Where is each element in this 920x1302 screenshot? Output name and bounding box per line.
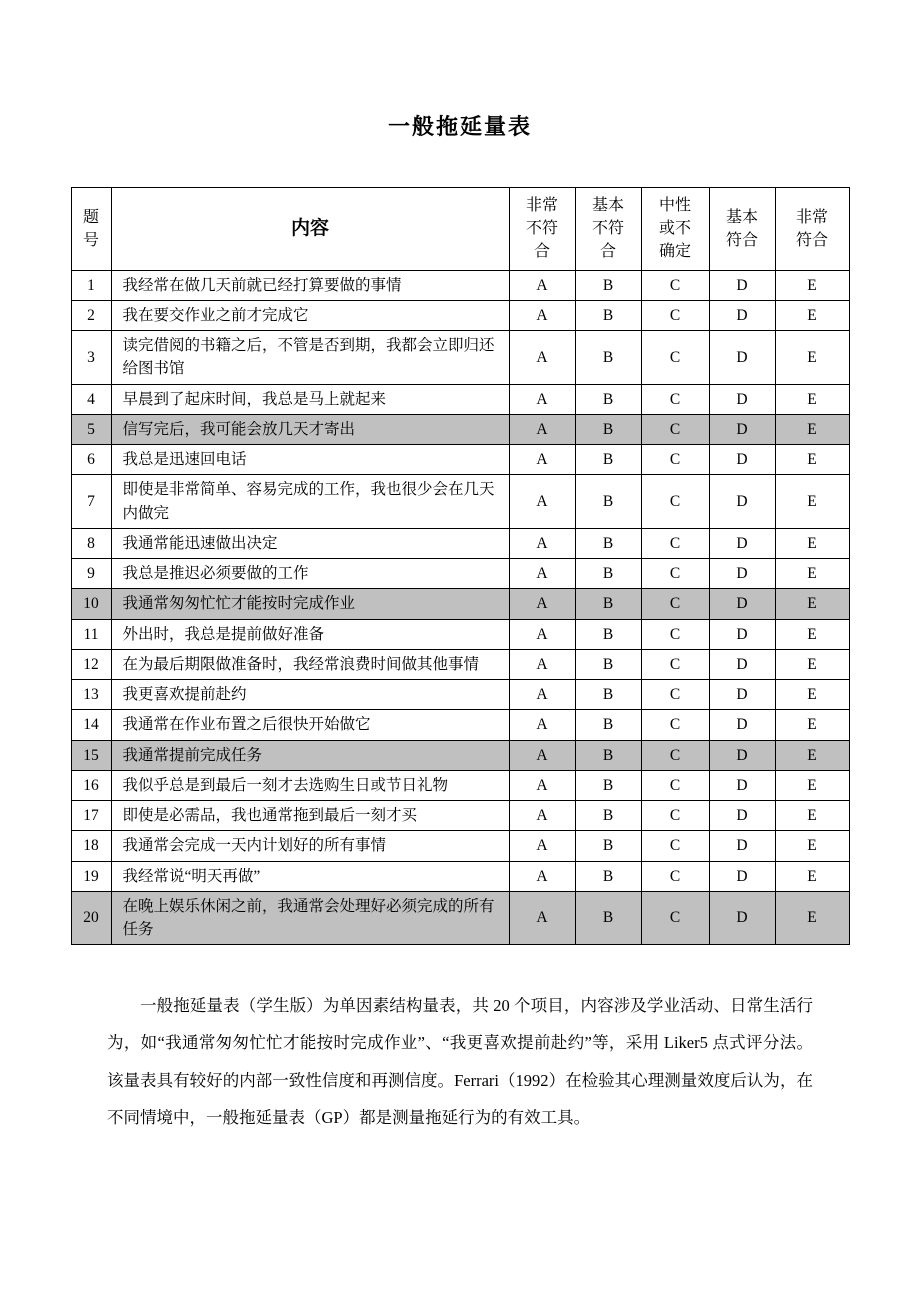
table-row	[71, 528, 849, 558]
item-text: 即使是非常简单、容易完成的工作，我也很少会在几天内做完	[111, 475, 509, 529]
table-row	[71, 270, 849, 300]
table-row	[71, 740, 849, 770]
option-cell: B	[575, 384, 641, 414]
item-text: 我经常在做几天前就已经打算要做的事情	[111, 270, 509, 300]
option-cell: C	[641, 445, 709, 475]
header-rating-strongly-disagree: 非常不符合	[509, 188, 575, 271]
option-cell: D	[709, 270, 775, 300]
option-cell: C	[641, 589, 709, 619]
description-paragraph: 一般拖延量表（学生版）为单因素结构量表，共 20 个项目，内容涉及学业活动、日常生活行为，如“我通常匆匆忙忙才能按时完成作业”、“我更喜欢提前赴约”等，采用 Liker5 点式评分法。该量表具有较好的内部一致性信度和再测信度。Ferrari（1992）在检验其心理测量效度后认为，在不同情境中，一般拖延量表（GP）都是测量拖延行为的有效工具。	[107, 996, 813, 1127]
option-cell: A	[509, 891, 575, 945]
option-cell: B	[575, 861, 641, 891]
option-cell: E	[775, 861, 849, 891]
option-cell: E	[775, 680, 849, 710]
option-cell: B	[575, 831, 641, 861]
option-cell: D	[709, 801, 775, 831]
option-cell: A	[509, 831, 575, 861]
item-number: 10	[71, 589, 111, 619]
item-text: 我似乎总是到最后一刻才去选购生日或节日礼物	[111, 770, 509, 800]
option-cell: B	[575, 710, 641, 740]
item-number: 3	[71, 331, 111, 385]
option-cell: B	[575, 649, 641, 679]
scale-table	[71, 187, 850, 945]
header-rating-neutral: 中性或不确定	[641, 188, 709, 271]
option-cell: E	[775, 801, 849, 831]
option-cell: A	[509, 300, 575, 330]
option-cell: E	[775, 740, 849, 770]
option-cell: B	[575, 619, 641, 649]
item-text: 我经常说“明天再做”	[111, 861, 509, 891]
item-text: 在为最后期限做准备时，我经常浪费时间做其他事情	[111, 649, 509, 679]
option-cell: B	[575, 445, 641, 475]
item-text: 即使是必需品，我也通常拖到最后一刻才买	[111, 801, 509, 831]
table-row	[71, 414, 849, 444]
option-cell: B	[575, 801, 641, 831]
option-cell: C	[641, 619, 709, 649]
item-text: 我通常在作业布置之后很快开始做它	[111, 710, 509, 740]
option-cell: E	[775, 619, 849, 649]
option-cell: D	[709, 445, 775, 475]
option-cell: D	[709, 649, 775, 679]
table-row	[71, 801, 849, 831]
option-cell: B	[575, 528, 641, 558]
option-cell: C	[641, 528, 709, 558]
option-cell: A	[509, 649, 575, 679]
option-cell: B	[575, 300, 641, 330]
option-cell: B	[575, 770, 641, 800]
option-cell: E	[775, 475, 849, 529]
option-cell: C	[641, 475, 709, 529]
option-cell: D	[709, 300, 775, 330]
item-number: 17	[71, 801, 111, 831]
table-row	[71, 861, 849, 891]
option-cell: E	[775, 445, 849, 475]
option-cell: B	[575, 559, 641, 589]
table-row	[71, 770, 849, 800]
option-cell: C	[641, 559, 709, 589]
option-cell: C	[641, 831, 709, 861]
option-cell: C	[641, 300, 709, 330]
table-row	[71, 300, 849, 330]
option-cell: C	[641, 331, 709, 385]
option-cell: D	[709, 680, 775, 710]
header-content: 内容	[111, 188, 509, 271]
option-cell: D	[709, 770, 775, 800]
item-text: 外出时，我总是提前做好准备	[111, 619, 509, 649]
item-text: 我总是推迟必须要做的工作	[111, 559, 509, 589]
table-header-row	[71, 188, 849, 271]
option-cell: E	[775, 831, 849, 861]
option-cell: D	[709, 891, 775, 945]
item-text: 我通常提前完成任务	[111, 740, 509, 770]
option-cell: D	[709, 331, 775, 385]
option-cell: D	[709, 861, 775, 891]
item-number: 12	[71, 649, 111, 679]
option-cell: D	[709, 831, 775, 861]
option-cell: B	[575, 270, 641, 300]
scale-table-body	[71, 270, 849, 945]
option-cell: A	[509, 445, 575, 475]
item-number: 19	[71, 861, 111, 891]
option-cell: A	[509, 680, 575, 710]
table-row	[71, 589, 849, 619]
option-cell: E	[775, 300, 849, 330]
header-rating-strongly-agree: 非常符合	[775, 188, 849, 271]
item-number: 4	[71, 384, 111, 414]
option-cell: A	[509, 414, 575, 444]
option-cell: C	[641, 740, 709, 770]
page-title: 一般拖延量表	[387, 114, 532, 139]
option-cell: A	[509, 861, 575, 891]
item-number: 5	[71, 414, 111, 444]
option-cell: E	[775, 559, 849, 589]
option-cell: E	[775, 770, 849, 800]
table-row	[71, 831, 849, 861]
item-text: 在晚上娱乐休闲之前，我通常会处理好必须完成的所有任务	[111, 891, 509, 945]
table-row	[71, 331, 849, 385]
item-text: 我在要交作业之前才完成它	[111, 300, 509, 330]
item-number: 6	[71, 445, 111, 475]
option-cell: E	[775, 649, 849, 679]
option-cell: D	[709, 414, 775, 444]
item-number: 7	[71, 475, 111, 529]
option-cell: C	[641, 861, 709, 891]
item-number: 8	[71, 528, 111, 558]
option-cell: E	[775, 384, 849, 414]
option-cell: C	[641, 649, 709, 679]
option-cell: C	[641, 270, 709, 300]
option-cell: A	[509, 770, 575, 800]
option-cell: E	[775, 331, 849, 385]
item-number: 9	[71, 559, 111, 589]
option-cell: C	[641, 680, 709, 710]
table-row	[71, 559, 849, 589]
option-cell: E	[775, 528, 849, 558]
option-cell: A	[509, 619, 575, 649]
option-cell: B	[575, 680, 641, 710]
table-row	[71, 710, 849, 740]
option-cell: B	[575, 589, 641, 619]
table-row	[71, 891, 849, 945]
option-cell: B	[575, 740, 641, 770]
option-cell: E	[775, 710, 849, 740]
option-cell: A	[509, 710, 575, 740]
option-cell: B	[575, 414, 641, 444]
header-rating-agree: 基本符合	[709, 188, 775, 271]
option-cell: E	[775, 414, 849, 444]
item-number: 2	[71, 300, 111, 330]
header-rating-disagree: 基本不符合	[575, 188, 641, 271]
option-cell: C	[641, 801, 709, 831]
item-text: 早晨到了起床时间，我总是马上就起来	[111, 384, 509, 414]
table-row	[71, 680, 849, 710]
table-row	[71, 475, 849, 529]
option-cell: C	[641, 710, 709, 740]
option-cell: A	[509, 801, 575, 831]
option-cell: D	[709, 589, 775, 619]
option-cell: D	[709, 740, 775, 770]
option-cell: D	[709, 619, 775, 649]
item-text: 我通常匆匆忙忙才能按时完成作业	[111, 589, 509, 619]
item-number: 20	[71, 891, 111, 945]
option-cell: D	[709, 475, 775, 529]
option-cell: D	[709, 384, 775, 414]
option-cell: A	[509, 740, 575, 770]
table-row	[71, 649, 849, 679]
option-cell: C	[641, 384, 709, 414]
option-cell: A	[509, 528, 575, 558]
item-text: 信写完后，我可能会放几天才寄出	[111, 414, 509, 444]
item-number: 1	[71, 270, 111, 300]
option-cell: E	[775, 589, 849, 619]
item-number: 15	[71, 740, 111, 770]
table-row	[71, 445, 849, 475]
option-cell: D	[709, 559, 775, 589]
item-number: 14	[71, 710, 111, 740]
item-text: 读完借阅的书籍之后，不管是否到期，我都会立即归还给图书馆	[111, 331, 509, 385]
option-cell: A	[509, 270, 575, 300]
option-cell: D	[709, 528, 775, 558]
option-cell: E	[775, 891, 849, 945]
option-cell: A	[509, 475, 575, 529]
table-row	[71, 619, 849, 649]
option-cell: C	[641, 414, 709, 444]
item-text: 我通常会完成一天内计划好的所有事情	[111, 831, 509, 861]
option-cell: C	[641, 770, 709, 800]
option-cell: E	[775, 270, 849, 300]
header-item-number: 题号	[71, 188, 111, 271]
option-cell: D	[709, 710, 775, 740]
option-cell: B	[575, 475, 641, 529]
item-number: 18	[71, 831, 111, 861]
item-text: 我通常能迅速做出决定	[111, 528, 509, 558]
option-cell: A	[509, 589, 575, 619]
item-number: 13	[71, 680, 111, 710]
option-cell: B	[575, 891, 641, 945]
option-cell: C	[641, 891, 709, 945]
item-text: 我更喜欢提前赴约	[111, 680, 509, 710]
item-number: 16	[71, 770, 111, 800]
option-cell: A	[509, 559, 575, 589]
item-text: 我总是迅速回电话	[111, 445, 509, 475]
option-cell: A	[509, 331, 575, 385]
option-cell: B	[575, 331, 641, 385]
item-number: 11	[71, 619, 111, 649]
table-row	[71, 384, 849, 414]
option-cell: A	[509, 384, 575, 414]
